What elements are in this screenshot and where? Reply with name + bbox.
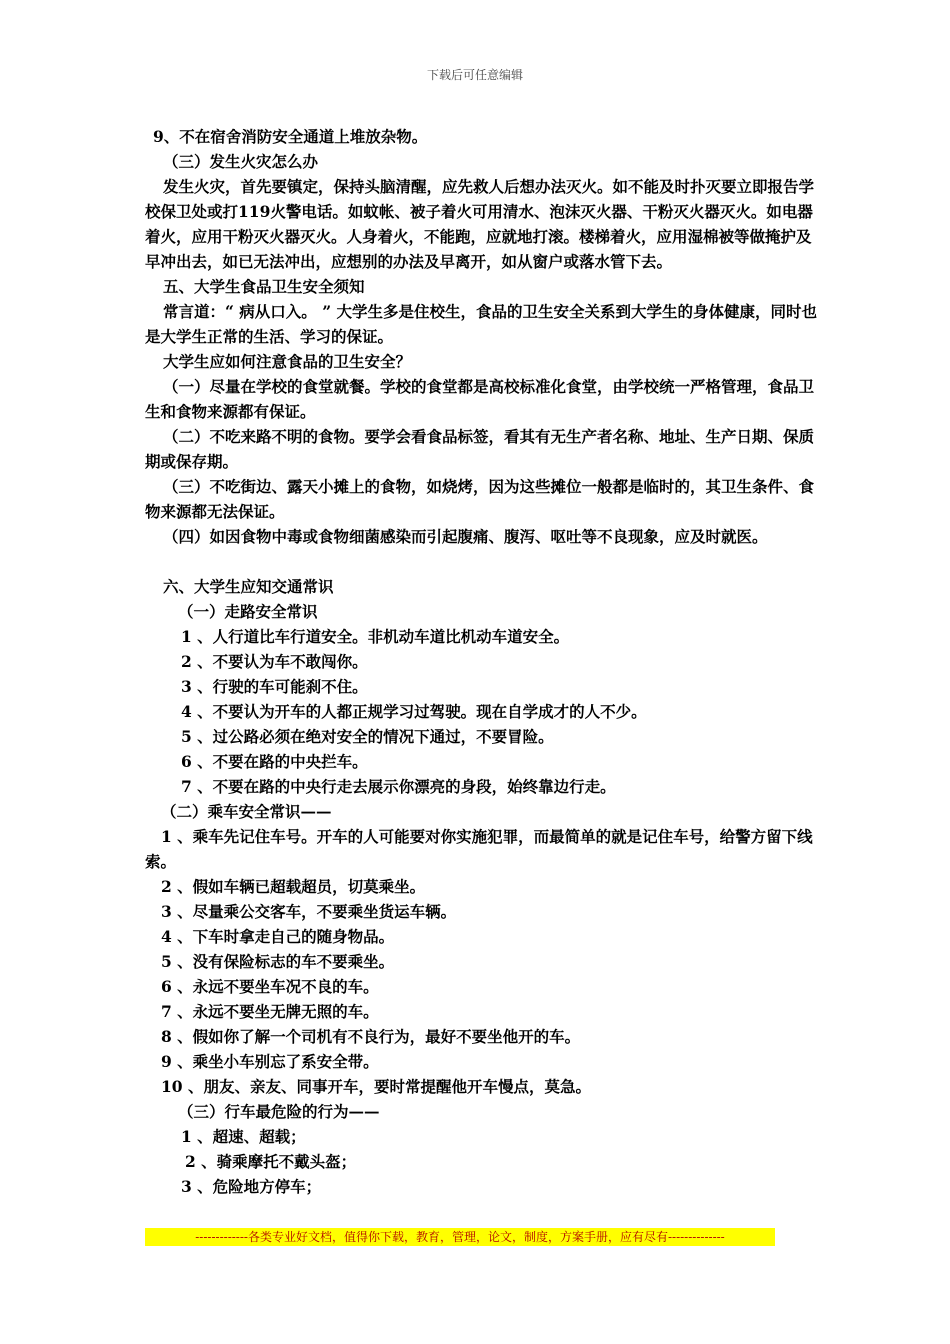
text-line: 8 、假如你了解一个司机有不良行为，最好不要坐他开的车。 [161, 1027, 581, 1046]
text-line: 1 、超速、超载； [181, 1127, 306, 1146]
text-line: 6 、永远不要坐车况不良的车。 [161, 977, 379, 996]
text-line: （一）走路安全常识 [178, 602, 318, 621]
text-line: 5 、没有保险标志的车不要乘坐。 [161, 952, 395, 971]
paragraph: 发生火灾，首先要镇定，保持头脑清醒，应先救人后想办法灭火。如不能及时扑灭要立即报告学校保卫处或打119火警电话。如蚊帐、被子着火可用清水、泡沫灭火器、干粉灭火器灭火。如电器着火，应用干粉灭火器灭火。人身着火，不能跑，应就地打滚。楼梯着火，应用湿棉被等做掩护及早冲出去，如已无法冲出，应想别的办法及早离开，如从窗户或落水管下去。 [145, 177, 815, 271]
paragraph: （二）不吃来路不明的食物。要学会看食品标签，看其有无生产者名称、地址、生产日期、保质期或保存期。 [145, 427, 815, 471]
text-line: 3 、危险地方停车； [181, 1177, 322, 1196]
text-line: （二）乘车安全常识—— [161, 802, 332, 821]
paragraph: 常言道：“ 病从口入。 ” 大学生多是住校生，食品的卫生安全关系到大学生的身体健康，同时也是大学生正常的生活、学习的保证。 [145, 302, 818, 346]
text-line: 4 、不要认为开车的人都正规学习过驾驶。现在自学成才的人不少。 [181, 702, 647, 721]
text-line: 大学生应如何注意食品的卫生安全？ [163, 352, 412, 371]
text-line: （三）行车最危险的行为—— [178, 1102, 380, 1121]
text-line: 7 、不要在路的中央行走去展示你漂亮的身段，始终靠边行走。 [181, 777, 616, 796]
text-line: 3 、行驶的车可能刹不住。 [181, 677, 368, 696]
text-line: 7 、永远不要坐无牌无照的车。 [161, 1002, 379, 1021]
text-line: （四）如因食物中毒或食物细菌感染而引起腹痛、腹泻、呕吐等不良现象，应及时就医。 [163, 527, 768, 546]
text-line: 4 、下车时拿走自己的随身物品。 [161, 927, 395, 946]
text-line: 2 、骑乘摩托不戴头盔； [185, 1152, 357, 1171]
paragraph: （三）不吃街边、露天小摊上的食物，如烧烤，因为这些摊位一般都是临时的，其卫生条件、食物来源都无法保证。 [145, 477, 815, 521]
text-line: 2 、不要认为车不敢闯你。 [181, 652, 368, 671]
text-line: 3 、尽量乘公交客车，不要乘坐货运车辆。 [161, 902, 457, 921]
text-line: （三）发生火灾怎么办 [163, 152, 319, 171]
text-line: 五、大学生食品卫生安全须知 [163, 277, 365, 296]
paragraph: （一）尽量在学校的食堂就餐。学校的食堂都是高校标准化食堂，由学校统一严格管理，食品卫生和食物来源都有保证。 [145, 377, 815, 421]
text-line: 1 、人行道比车行道安全。非机动车道比机动车道安全。 [181, 627, 570, 646]
promo-footer-banner: -------------各类专业好文档，值得你下载，教育，管理，论文，制度，方案手册，应有尽有-------------- [145, 1228, 775, 1246]
text-line: 6 、不要在路的中央拦车。 [181, 752, 368, 771]
document-body [145, 124, 825, 1199]
text-line: 5 、过公路必须在绝对安全的情况下通过，不要冒险。 [181, 727, 554, 746]
paragraph: 1 、乘车先记住车号。开车的人可能要对你实施犯罪，而最简单的就是记住车号，给警方留下线索。 [145, 827, 813, 871]
text-line: 9、不在宿舍消防安全通道上堆放杂物。 [153, 127, 428, 146]
page-header: 下载后可任意编辑 [426, 68, 523, 82]
text-line: 9 、乘坐小车别忘了系安全带。 [161, 1052, 379, 1071]
text-line: 2 、假如车辆已超载超员，切莫乘坐。 [161, 877, 426, 896]
text-line: 六、大学生应知交通常识 [163, 577, 334, 596]
blank-line [145, 549, 825, 574]
text-line: 10 、朋友、亲友、同事开车，要时常提醒他开车慢点，莫急。 [161, 1077, 591, 1096]
